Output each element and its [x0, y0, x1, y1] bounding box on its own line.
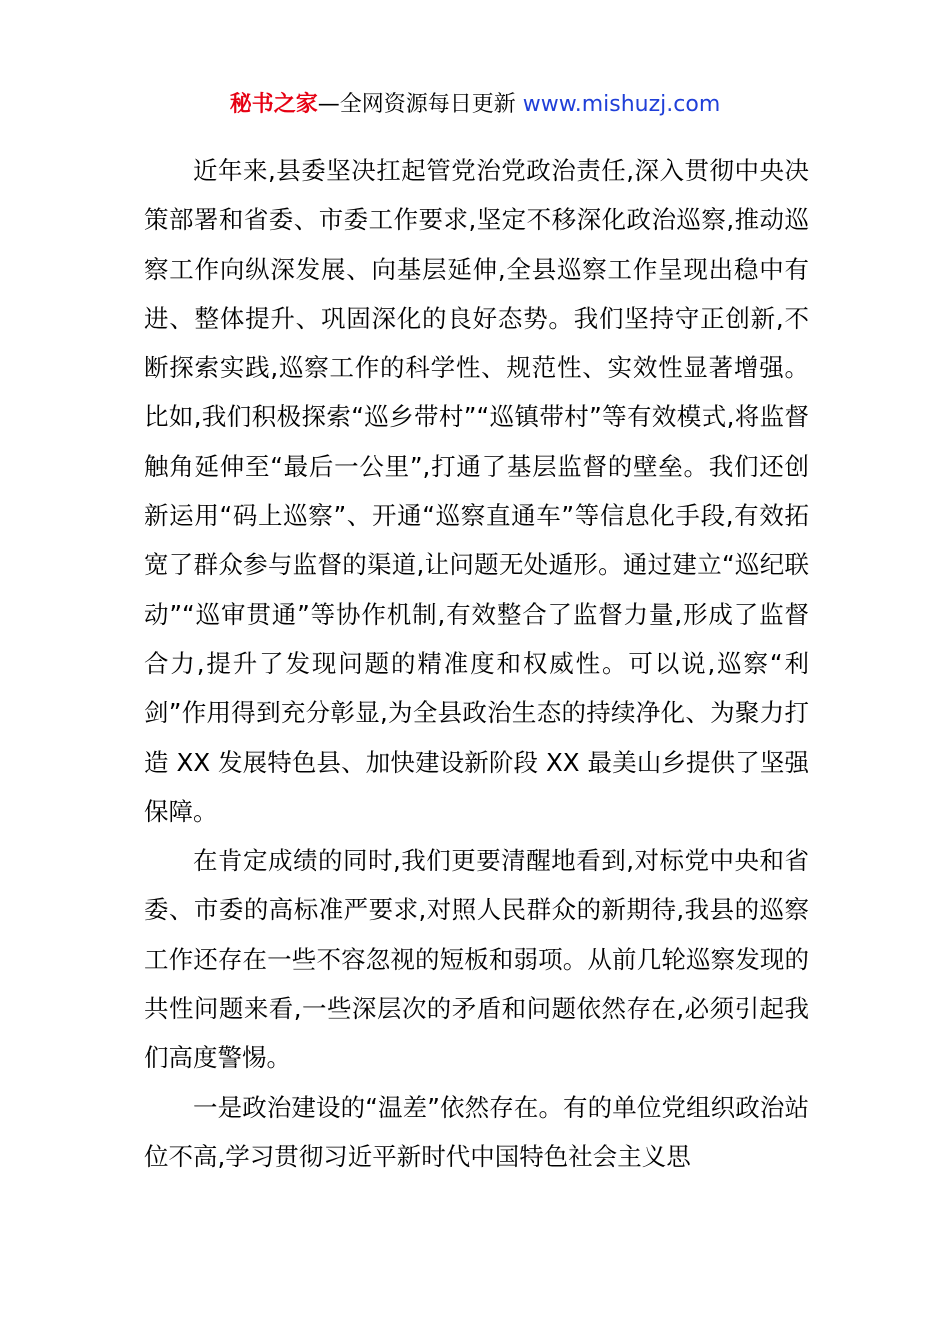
- paragraph-political-construction: 一是政治建设的“温差”依然存在。有的单位党组织政治站位不高,学习贯彻习近平新时代中国特色社会主义思: [144, 1092, 809, 1171]
- paragraph-achievements: 近年来,县委坚决扛起管党治党政治责任,深入贯彻中央决策部署和省委、市委工作要求,坚定不移深化政治巡察,推动巡察工作向纵深发展、向基层延伸,全县巡察工作呈现出稳中有进、整体提升、巩固深化的良好态势。我们坚持守正创新,不断探索实践,巡察工作的科学性、规范性、实效性显著增强。比如,我们积极探索“巡乡带村”“巡镇带村”等有效模式,将监督触角延伸至“最后一公里”,打通了基层监督的壁垒。我们还创新运用“码上巡察”、开通“巡察直通车”等信息化手段,有效拓宽了群众参与监督的渠道,让问题无处遁形。通过建立“巡纪联动”“巡审贯通”等协作机制,有效整合了监督力量,形成了监督合力,提升了发现问题的精准度和权威性。可以说,巡察“利剑”作用得到充分彰显,为全县政治生态的持续净化、为聚力打造 XX 发展特色县、加快建设新阶段 XX 最美山乡提供了坚强保障。: [144, 156, 809, 826]
- paragraph-shortcomings: 在肯定成绩的同时,我们更要清醒地看到,对标党中央和省委、市委的高标准严要求,对照人民群众的新期待,我县的巡察工作还存在一些不容忽视的短板和弱项。从前几轮巡察发现的共性问题来看,一些深层次的矛盾和问题依然存在,必须引起我们高度警惕。: [144, 846, 809, 1073]
- document-body: [144, 146, 809, 1181]
- site-url-link[interactable]: www.mishuzj.com: [522, 92, 721, 117]
- brand-name: 秘书之家: [229, 92, 318, 117]
- page-header: [0, 88, 950, 122]
- header-tagline: —全网资源每日更新: [317, 92, 523, 117]
